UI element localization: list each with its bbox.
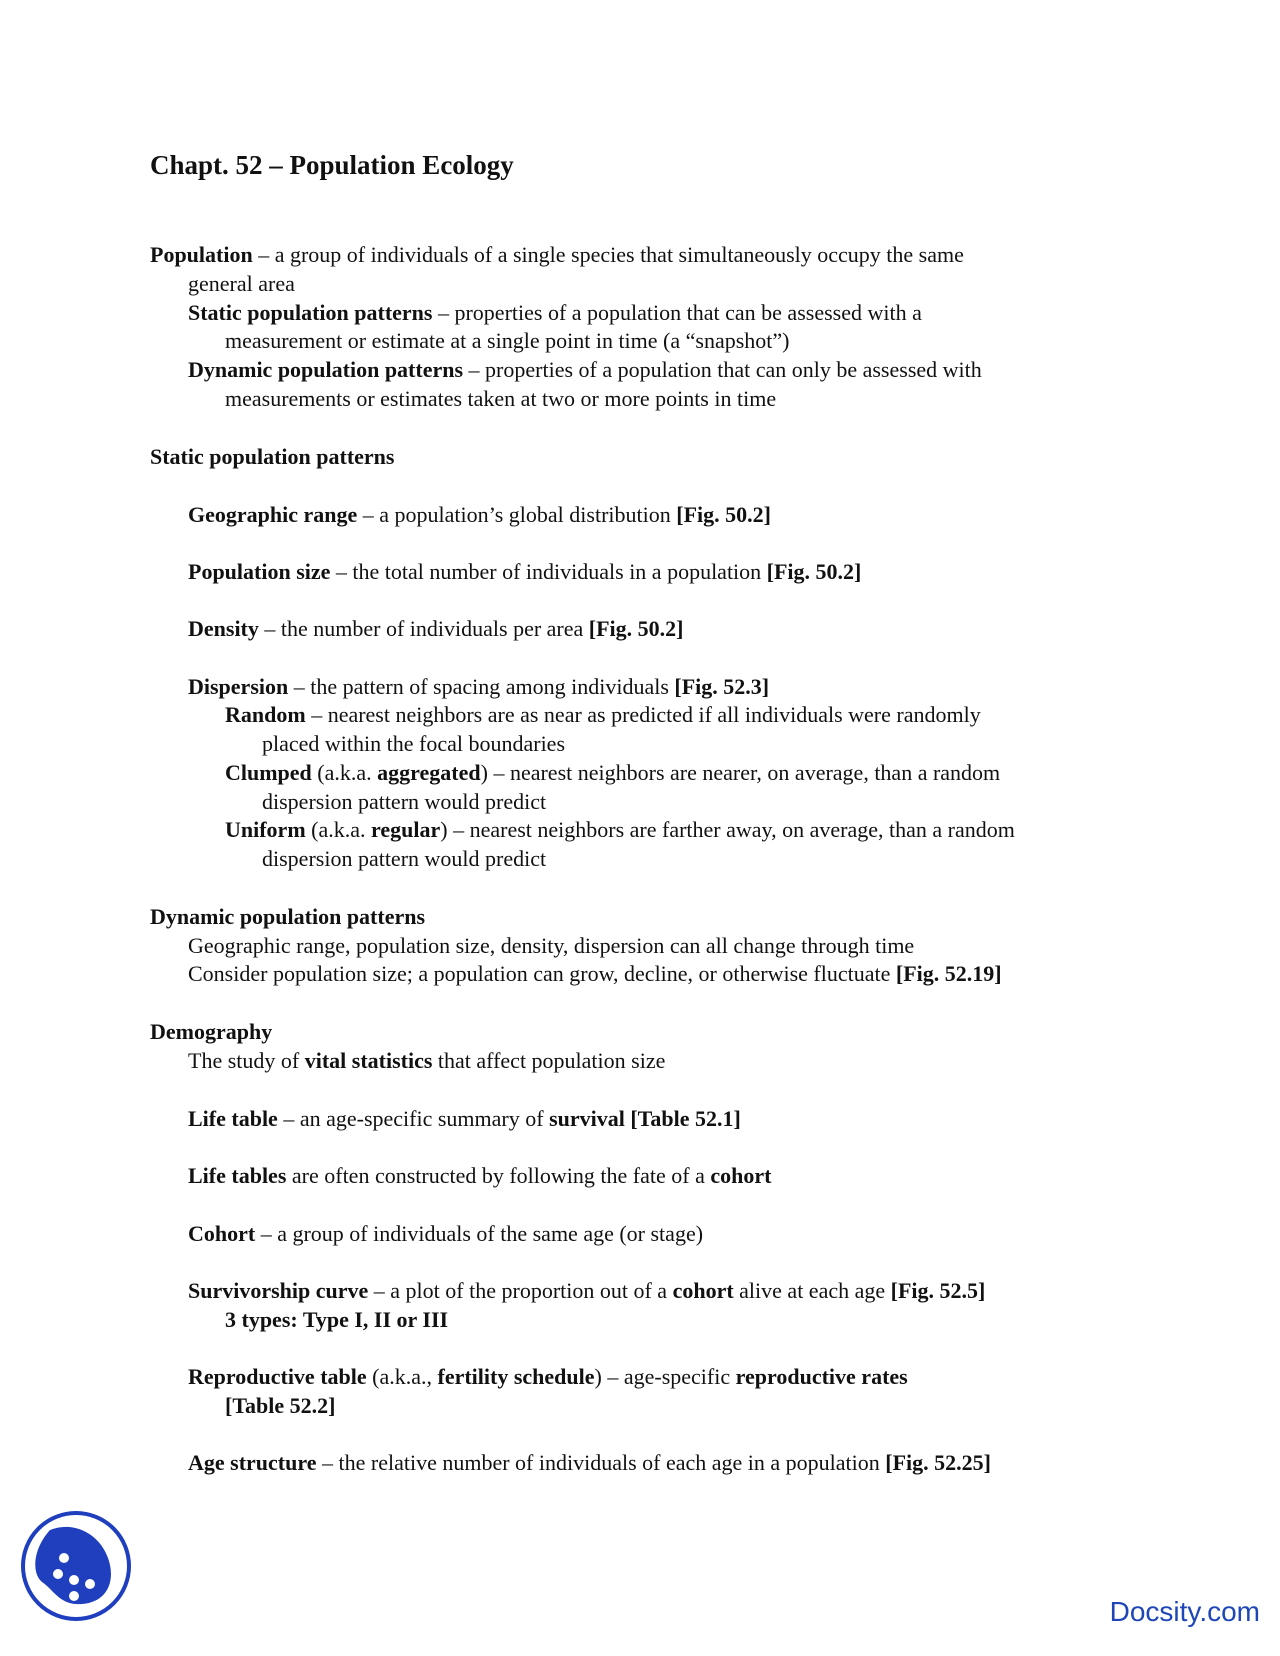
reproductive-table-ref: [Table 52.2] (225, 1393, 336, 1418)
term: Population (150, 242, 253, 267)
emphasis: reproductive rates (735, 1364, 908, 1389)
aka: (a.k.a. (305, 817, 372, 842)
term: Dynamic population patterns (188, 357, 464, 382)
definition: ) – age-specific (594, 1364, 736, 1389)
definition: – properties of a population that can be assessed with a (432, 300, 922, 325)
survivorship-item (188, 1277, 985, 1305)
emphasis: cohort (672, 1278, 734, 1303)
emphasis: vital statistics (304, 1048, 433, 1073)
dispersion-item (188, 673, 769, 701)
figure-ref: [Fig. 52.3] (674, 674, 770, 699)
term: Survivorship curve (188, 1278, 369, 1303)
definition: – a population’s global distribution (357, 502, 677, 527)
figure-ref: [Fig. 50.2] (766, 559, 862, 584)
definition: – a plot of the proportion out of a (368, 1278, 673, 1303)
definition: – the number of individuals per area (258, 616, 589, 641)
term: Uniform (225, 817, 306, 842)
definition: – nearest neighbors are as near as predicted if all individuals were randomly (305, 702, 981, 727)
geographic-range-item (188, 501, 771, 529)
clumped-item (225, 759, 1000, 787)
term: Static population patterns (188, 300, 433, 325)
aka-term: regular (371, 817, 441, 842)
random-item (225, 701, 981, 729)
table-ref: [Table 52.1] (624, 1106, 741, 1131)
population-definition-cont: general area (188, 271, 295, 296)
figure-ref: [Fig. 50.2] (676, 502, 771, 527)
figure-ref: [Fig. 52.5] (890, 1278, 986, 1303)
cohort-item (188, 1220, 703, 1248)
emphasis: survival (549, 1106, 625, 1131)
aka: (a.k.a., (366, 1364, 438, 1389)
definition: – the relative number of individuals of each age in a population (316, 1450, 886, 1475)
age-structure-item (188, 1449, 991, 1477)
section-heading-dynamic: Dynamic population patterns (150, 904, 426, 929)
life-tables-item (188, 1162, 771, 1190)
page-title: Chapt. 52 – Population Ecology (150, 150, 514, 180)
definition: are often constructed by following the fate of a (286, 1163, 711, 1188)
emphasis: cohort (710, 1163, 772, 1188)
density-item (188, 615, 684, 643)
reproductive-table-item (188, 1363, 908, 1391)
figure-ref: [Fig. 52.19] (895, 961, 1002, 986)
figure-ref: [Fig. 52.25] (885, 1450, 991, 1475)
dynamic-line-1: Geographic range, population size, density, dispersion can all change through time (188, 933, 915, 958)
docsity-watermark-link[interactable]: Docsity.com (1109, 1596, 1260, 1627)
term: Life tables (188, 1163, 287, 1188)
text: Consider population size; a population can grow, decline, or otherwise fluctuate (188, 961, 896, 986)
definition: ) – nearest neighbors are farther away, on average, than a random (440, 817, 1015, 842)
docsity-logo-icon[interactable] (20, 1510, 132, 1622)
aka: (a.k.a. (311, 760, 378, 785)
section-heading-static: Static population patterns (150, 444, 395, 469)
definition: – the total number of individuals in a population (330, 559, 767, 584)
static-patterns-definition (188, 299, 922, 327)
dynamic-patterns-definition-cont: measurements or estimates taken at two or more points in time (225, 386, 777, 411)
definition: – properties of a population that can only be assessed with (463, 357, 982, 382)
term: Dispersion (188, 674, 289, 699)
random-item-cont: placed within the focal boundaries (262, 731, 566, 756)
term: Population size (188, 559, 331, 584)
text: The study of (188, 1048, 305, 1073)
term: Geographic range (188, 502, 358, 527)
text: that affect population size (432, 1048, 666, 1073)
definition: ) – nearest neighbors are nearer, on average, than a random (480, 760, 1001, 785)
static-patterns-definition-cont: measurement or estimate at a single point in time (a “snapshot”) (225, 328, 790, 353)
definition: – a group of individuals of a single species that simultaneously occupy the same (252, 242, 964, 267)
term: Reproductive table (188, 1364, 367, 1389)
definition: – an age-specific summary of (277, 1106, 550, 1131)
definition: – a group of individuals of the same age (or stage) (255, 1221, 704, 1246)
population-definition (150, 241, 964, 269)
clumped-item-cont: dispersion pattern would predict (262, 789, 547, 814)
dynamic-patterns-definition (188, 356, 982, 384)
population-size-item (188, 558, 861, 586)
dynamic-line-2 (188, 960, 1002, 988)
uniform-item (225, 816, 1015, 844)
section-heading-demography: Demography (150, 1019, 273, 1044)
demography-study (188, 1047, 665, 1075)
term: Clumped (225, 760, 312, 785)
term: Density (188, 616, 259, 641)
definition: alive at each age (733, 1278, 891, 1303)
aka-term: aggregated (377, 760, 481, 785)
aka-term: fertility schedule (437, 1364, 595, 1389)
term: Cohort (188, 1221, 256, 1246)
survivorship-types: 3 types: Type I, II or III (225, 1307, 449, 1332)
term: Life table (188, 1106, 278, 1131)
definition: – the pattern of spacing among individuals (288, 674, 675, 699)
life-table-item (188, 1105, 741, 1133)
uniform-item-cont: dispersion pattern would predict (262, 846, 547, 871)
term: Random (225, 702, 306, 727)
term: Age structure (188, 1450, 317, 1475)
figure-ref: [Fig. 50.2] (588, 616, 684, 641)
